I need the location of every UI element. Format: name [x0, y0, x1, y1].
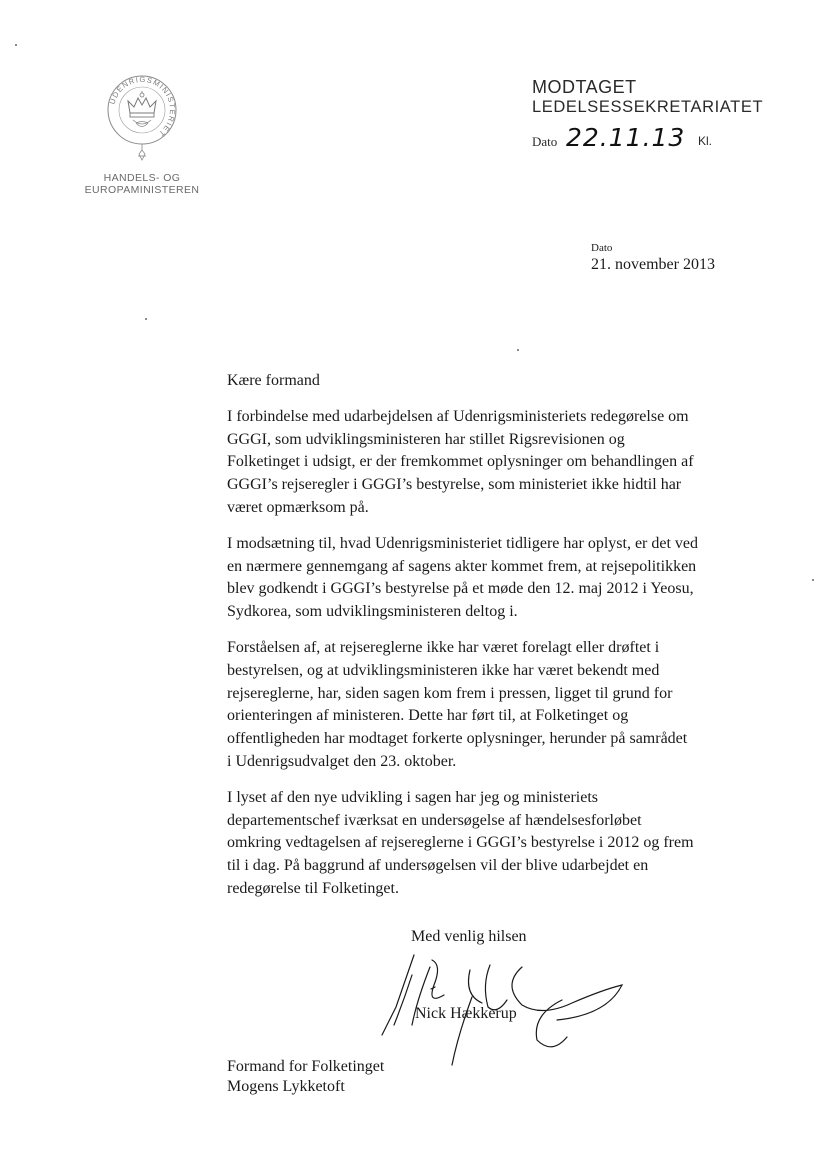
stamp-department: LEDELSESSEKRETARIATET — [532, 98, 764, 116]
recipient-name: Mogens Lykketoft — [227, 1078, 345, 1095]
ministry-line-2: EUROPAMINISTEREN — [84, 184, 200, 196]
handwritten-signature — [372, 945, 634, 1070]
paragraph-line: orienteringen af ministeren. Dette har ført til, at Folketinget og — [227, 707, 629, 725]
paragraph-2 — [227, 533, 747, 624]
paragraph-4 — [227, 787, 747, 901]
paragraph-line: departementschef iværksat en undersøgelse af hændelsesforløbet — [227, 811, 642, 829]
letter-date — [591, 241, 791, 275]
paragraph-line: blev godkendt i GGGI’s bestyrelse på et møde den 12. maj 2012 i Yeosu, — [227, 580, 694, 598]
paragraph-line: GGGI’s rejseregler i GGGI’s bestyrelse, som ministeriet ikke hidtil har — [227, 476, 682, 494]
paragraph-line: været opmærksom på. — [227, 498, 369, 516]
paragraph-line: Folketinget i udsigt, er der fremkommet oplysninger om behandlingen af — [227, 453, 694, 471]
paragraph-line: I modsætning til, hvad Udenrigsministeriet tidligere har oplyst, er det ved — [227, 534, 699, 552]
paragraph-line: Sydkorea, som udviklingsministeren deltog i. — [227, 603, 518, 621]
paragraph-line: Forståelsen af, at rejsereglerne ikke har været forelagt eller drøftet i — [227, 638, 660, 656]
salutation: Kære formand — [227, 372, 320, 389]
recipient-title: Formand for Folketinget — [227, 1058, 385, 1075]
paragraph-line: offentligheden har modtaget forkerte oplysninger, herunder på samrådet — [227, 730, 688, 748]
ministry-line-1: HANDELS- OG — [103, 172, 181, 184]
paragraph-line: bestyrelsen, og at udviklingsministeren ikke har været bekendt med — [227, 661, 660, 679]
paragraph-1 — [227, 406, 747, 520]
scan-speck — [517, 349, 519, 351]
paragraph-line: GGGI, som udviklingsministeren har stillet Rigsrevisionen og — [227, 430, 625, 448]
paragraph-line: redegørelse til Folketinget. — [227, 879, 399, 897]
paragraph-line: til i dag. På baggrund af undersøgelsen vil der blive udarbejdet en — [227, 857, 649, 875]
date-value: 21. november 2013 — [591, 256, 715, 273]
scan-speck — [145, 318, 147, 320]
paragraph-3 — [227, 637, 747, 774]
closing: Med venlig hilsen — [411, 928, 527, 945]
stamp-received-label: MODTAGET — [532, 77, 637, 97]
crown-seal-icon — [103, 70, 181, 166]
stamp-time-label: Kl. — [698, 134, 713, 148]
paragraph-line: rejsereglerne, har, siden sagen kom frem i pressen, ligget til grund for — [227, 684, 673, 702]
paragraph-line: I forbindelse med udarbejdelsen af Udenrigsministeriets redegørelse om — [227, 407, 689, 425]
stamp-date-row — [532, 123, 762, 157]
paragraph-line: omkring vedtagelsen af rejsereglerne i GGGI’s bestyrelse i 2012 og frem — [227, 834, 694, 852]
recipient — [227, 1057, 384, 1097]
stamp-date-label: Dato — [532, 134, 558, 149]
received-stamp — [532, 77, 764, 152]
seal-text: UDENRIGSMINISTERIET — [107, 74, 178, 139]
ministry-name — [76, 172, 208, 196]
svg-text:UDENRIGSMINISTERIET — [108, 75, 178, 139]
paragraph-line: i Udenrigsudvalget den 23. oktober. — [227, 752, 457, 770]
scan-speck — [15, 44, 17, 46]
date-label: Dato — [591, 242, 613, 254]
signer-name: Nick Hækkerup — [415, 1005, 517, 1022]
stamp-date-handwritten: 22.11.13 — [566, 123, 686, 152]
letter-body — [227, 370, 747, 914]
paragraph-line: I lyset af den nye udvikling i sagen har jeg og ministeriets — [227, 788, 599, 806]
paragraph-line: en nærmere gennemgang af sagens akter kommet frem, at rejsepolitikken — [227, 557, 697, 575]
scan-speck — [812, 579, 814, 581]
